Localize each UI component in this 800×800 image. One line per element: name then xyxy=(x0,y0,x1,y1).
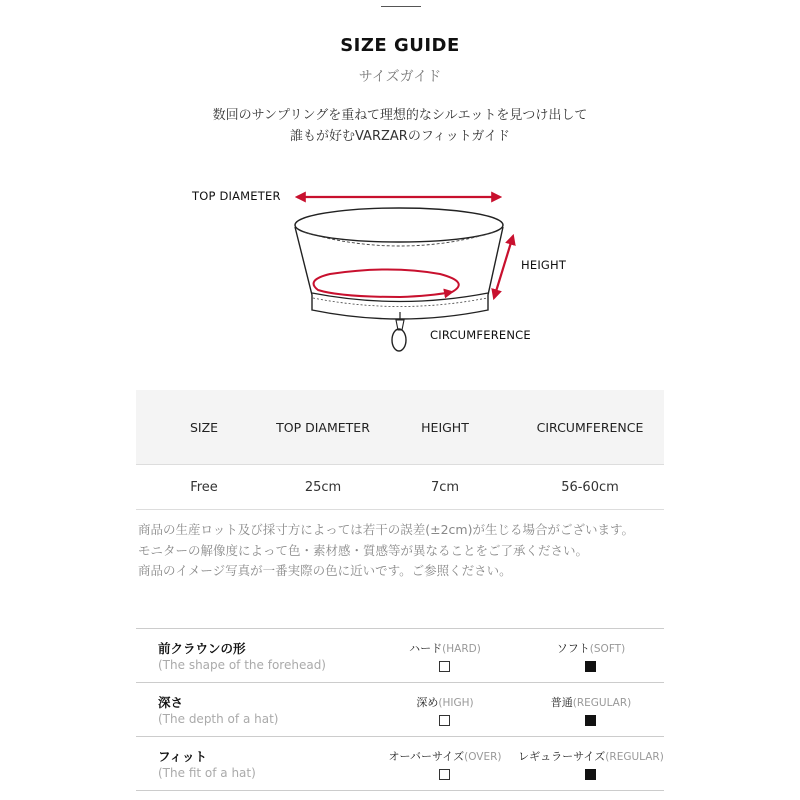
fit-row-depth xyxy=(136,683,664,737)
col-height-header: HEIGHT xyxy=(374,390,516,465)
cell-top-diameter: 25cm xyxy=(272,465,374,510)
height-label: HEIGHT xyxy=(521,258,567,272)
top-diameter-label: TOP DIAMETER xyxy=(192,189,281,203)
note-line: 商品の生産ロット及び採寸方によっては若干の誤差(±2cm)が生じる場合がございます。 xyxy=(138,522,634,537)
fit-row-title: フィット xyxy=(158,749,208,764)
intro-text xyxy=(0,105,800,147)
top-divider xyxy=(381,6,421,7)
col-size-header: SIZE xyxy=(136,390,272,465)
fit-row-forehead-shape xyxy=(136,629,664,683)
option-label-hard: ハード(HARD) xyxy=(409,642,481,655)
intro-line-2: 誰もが好むVARZARのフィットガイド xyxy=(290,129,510,144)
checkbox-hard xyxy=(439,661,450,672)
note-line: モニターの解像度によって色・素材感・質感等が異なることをご了承ください。 xyxy=(138,542,589,558)
option-label-regular-size: レギュラーサイズ(REGULAR) xyxy=(518,750,664,763)
page-title: SIZE GUIDE xyxy=(340,35,460,56)
size-table xyxy=(136,390,664,510)
page-subtitle: サイズガイド xyxy=(358,69,442,85)
col-circumference-header: CIRCUMFERENCE xyxy=(516,390,664,465)
hat-diagram xyxy=(0,170,800,370)
fit-row-subtitle: (The fit of a hat) xyxy=(158,766,256,780)
note-line: 商品のイメージ写真が一番実際の色に近いです。ご参照ください。 xyxy=(138,563,512,578)
cell-size: Free xyxy=(136,465,272,510)
fit-guide xyxy=(136,628,664,791)
option-label-soft: ソフト(SOFT) xyxy=(556,642,626,655)
notes xyxy=(138,520,634,582)
fit-row-title: 深さ xyxy=(158,695,184,710)
intro-line-1: 数回のサンプリングを重ねて理想的なシルエットを見つけ出して xyxy=(212,108,588,123)
table-row xyxy=(136,465,664,510)
fit-row-fit xyxy=(136,737,664,791)
option-label-regular: 普通(REGULAR) xyxy=(550,696,632,709)
checkbox-regular xyxy=(585,715,596,726)
checkbox-over xyxy=(439,769,450,780)
hat-illustration xyxy=(0,170,800,370)
size-table-header xyxy=(136,390,664,465)
fit-row-subtitle: (The depth of a hat) xyxy=(158,712,279,726)
circumference-label: CIRCUMFERENCE xyxy=(430,328,531,342)
col-top-diameter-header: TOP DIAMETER xyxy=(272,390,374,465)
cell-height: 7cm xyxy=(374,465,516,510)
checkbox-soft xyxy=(585,661,596,672)
option-label-over: オーバーサイズ(OVER) xyxy=(388,750,502,763)
checkbox-regular-size xyxy=(585,769,596,780)
option-label-high: 深め(HIGH) xyxy=(416,696,474,709)
fit-row-subtitle: (The shape of the forehead) xyxy=(158,658,326,672)
cell-circumference: 56-60cm xyxy=(516,465,664,510)
checkbox-high xyxy=(439,715,450,726)
fit-row-title: 前クラウンの形 xyxy=(158,641,246,656)
